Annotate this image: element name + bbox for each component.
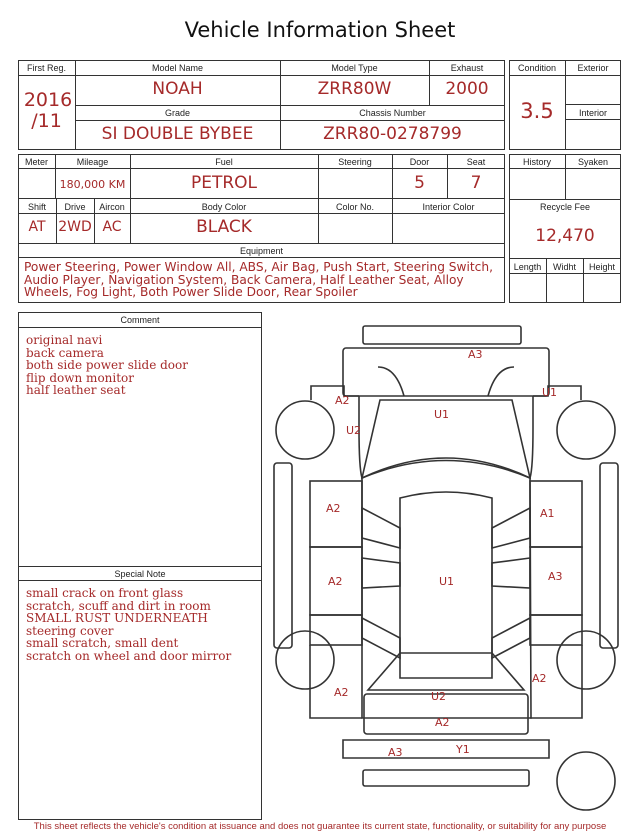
rear-bumper [343, 740, 549, 758]
seat-label: Seat [466, 157, 486, 167]
special-note-label: Special Note [114, 569, 166, 579]
rear-glass [368, 653, 524, 690]
damage-rear-bumper-right: Y1 [456, 743, 470, 756]
interior-color-label: Interior Color [422, 202, 475, 212]
recycle-fee-value: 12,470 [535, 226, 595, 246]
special-note-list [26, 587, 231, 663]
damage-left-rear-door: A2 [328, 575, 343, 588]
damage-right-rear-quarter: A2 [532, 672, 547, 685]
left-rear-panel [310, 615, 362, 645]
comment-line: flip down monitor [26, 370, 135, 385]
disclaimer-footer: This sheet reflects the vehicle's condition at issuance and does not guarantee its current state, functionality, or suitability for any purpose [33, 821, 607, 832]
damage-left-front-door: A2 [326, 502, 341, 515]
aircon-label: Aircon [99, 202, 125, 212]
chassis-number-label: Chassis Number [359, 108, 426, 118]
car-damage-diagram [266, 318, 626, 820]
exterior-label: Exterior [577, 63, 609, 73]
first-reg-month: /11 [31, 110, 62, 132]
body-color-label: Body Color [201, 202, 247, 212]
color-no-label: Color No. [335, 202, 374, 212]
damage-right-front-door: A1 [540, 507, 555, 520]
rear-step [363, 770, 529, 786]
body-color-value: BLACK [196, 217, 252, 237]
grade-value: SI DOUBLE BYBEE [101, 124, 254, 144]
model-name-value: NOAH [152, 79, 203, 99]
seat-value: 7 [470, 173, 482, 193]
fuel-label: Fuel [215, 157, 233, 167]
shift-label: Shift [27, 202, 46, 212]
wheel-rear-left [276, 631, 334, 689]
door-value: 5 [414, 173, 425, 193]
meter-label: Meter [24, 157, 48, 167]
grade-label: Grade [164, 108, 190, 118]
left-headlight-curve [378, 367, 404, 396]
door-label: Door [409, 157, 430, 167]
exhaust-label: Exhaust [450, 63, 484, 73]
right-front-window [492, 508, 530, 548]
steering-label: Steering [338, 157, 372, 167]
front-bumper-outline [363, 326, 521, 344]
equipment-text: Power Steering, Power Window All, ABS, Air Bag, Push Start, Steering Switch, Audio Player, Navigation System, Back Camera, Half Leather Seat, Alloy Wheels, Fog Light, Both Power Slide Door, Rear Spoiler [24, 260, 493, 300]
front-panel-outline [343, 348, 549, 396]
damage-front-bumper: A3 [468, 348, 483, 361]
left-rear-window [362, 618, 400, 658]
interior-label: Interior [578, 108, 607, 118]
right-side-strip [600, 463, 618, 648]
special-note-line: steering cover [26, 623, 114, 638]
recycle-fee-label: Recycle Fee [539, 202, 591, 212]
syaken-label: Syaken [577, 157, 609, 167]
shift-value: AT [28, 219, 46, 235]
wheel-front-left [276, 401, 334, 459]
damage-rear-glass: U2 [431, 690, 447, 703]
left-rear-quarter [310, 645, 362, 718]
left-side-strip [274, 463, 292, 648]
special-note-line: scratch on wheel and door mirror [26, 648, 232, 663]
damage-rear-bumper-left: A3 [388, 746, 403, 759]
damage-windshield: U2 [346, 424, 362, 437]
model-name-label: Model Name [151, 63, 204, 73]
right-headlight-curve [488, 367, 514, 396]
model-type-value: ZRR80W [317, 79, 392, 99]
first-reg-label: First Reg. [26, 63, 66, 73]
damage-hood: U1 [434, 408, 450, 421]
page-title: Vehicle Information Sheet [184, 18, 456, 42]
right-rear-window [492, 618, 530, 658]
right-rear-panel [530, 615, 582, 645]
damage-right-rear-door: A3 [548, 570, 563, 583]
special-note-line: SMALL RUST UNDERNEATH [26, 611, 208, 626]
condition-label: Condition [517, 63, 557, 73]
left-front-window [362, 508, 400, 548]
mileage-label: Mileage [76, 157, 109, 167]
damage-roof: U1 [439, 575, 455, 588]
damage-left-rear-quarter: A2 [334, 686, 349, 699]
fuel-value: PETROL [190, 173, 258, 193]
condition-value: 3.5 [520, 99, 554, 123]
damage-right-fender-front: U1 [542, 386, 558, 399]
comment-label: Comment [120, 315, 160, 325]
comment-line: half leather seat [26, 383, 126, 398]
left-mid-window [362, 558, 400, 588]
drive-value: 2WD [58, 219, 92, 235]
height-label: Height [588, 262, 615, 272]
wheel-front-right [557, 401, 615, 459]
first-reg-year: 2016 [23, 89, 73, 111]
comment-list [26, 334, 188, 397]
drive-label: Drive [64, 202, 86, 212]
damage-tailgate: A2 [435, 716, 450, 729]
spare-wheel [557, 752, 615, 810]
chassis-number-value: ZRR80-0278799 [323, 124, 462, 144]
damage-left-fender-front: A2 [335, 394, 350, 407]
special-note-line: small crack on front glass [26, 586, 184, 600]
special-note-line: scratch, scuff and dirt in room [26, 598, 211, 613]
wheel-rear-right [557, 631, 615, 689]
comment-line: back camera [26, 345, 104, 360]
special-note-line: small scratch, small dent [26, 636, 179, 651]
mileage-value: 180,000 KM [59, 178, 126, 191]
length-label: Length [513, 262, 542, 272]
right-mid-window [492, 558, 530, 588]
history-label: History [522, 157, 551, 167]
model-type-label: Model Type [331, 63, 378, 73]
comment-line: original navi [26, 333, 103, 347]
equipment-label: Equipment [239, 246, 284, 256]
right-front-door [530, 481, 582, 547]
aircon-value: AC [102, 219, 122, 235]
width-label: Widht [552, 262, 576, 272]
exhaust-value: 2000 [445, 79, 489, 99]
comment-line: both side power slide door [26, 358, 188, 373]
